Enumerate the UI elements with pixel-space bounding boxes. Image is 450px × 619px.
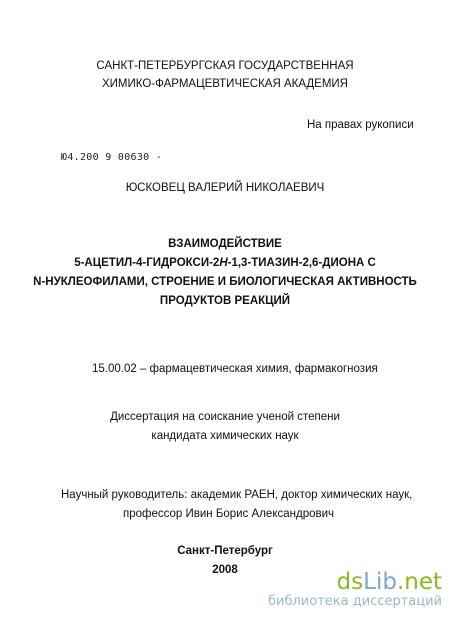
dslib-subtitle: библиотека диссертаций — [268, 594, 442, 609]
logo-net: .net — [396, 569, 442, 595]
registry-stamp: Ю4.200 9 00630 - — [61, 152, 163, 163]
title-line-2-part-a: 5-АЦЕТИЛ-4-ГИДРОКСИ-2 — [74, 257, 220, 269]
logo-lib: Lib — [363, 569, 397, 595]
logo-ds: ds — [336, 569, 364, 595]
title-line-2 — [0, 256, 450, 270]
title-line-2-italic-h: Н — [219, 257, 228, 269]
title-line-3: N-НУКЛЕОФИЛАМИ, СТРОЕНИЕ И БИОЛОГИЧЕСКАЯ АКТИВНОСТЬ — [33, 276, 417, 288]
city: Санкт-Петербург — [177, 545, 273, 557]
dslib-watermark — [268, 570, 442, 609]
dissertation-line-2: кандидата химических наук — [151, 430, 299, 442]
dslib-logo — [268, 570, 442, 594]
title-line-4: ПРОДУКТОВ РЕАКЦИЙ — [159, 295, 291, 307]
institution-line-1: САНКТ-ПЕТЕРБУРГСКАЯ ГОСУДАРСТВЕННАЯ — [96, 60, 354, 72]
year: 2008 — [212, 564, 238, 576]
manuscript-note: На правах рукописи — [307, 119, 414, 131]
supervisor-line-2: профессор Ивин Борис Александрович — [123, 508, 335, 520]
specialty: 15.00.02 – фармацевтическая химия, фармакогнозия — [92, 363, 378, 375]
title-line-2-part-b: -1,3-ТИАЗИН-2,6-ДИОНА С — [227, 257, 376, 269]
supervisor-line-1: Научный руководитель: академик РАЕН, доктор химических наук, — [61, 489, 413, 501]
author-name: ЮСКОВЕЦ ВАЛЕРИЙ НИКОЛАЕВИЧ — [125, 182, 325, 194]
title-line-1: ВЗАИМОДЕЙСТВИЕ — [168, 238, 282, 250]
dissertation-line-1: Диссертация на соискание ученой степени — [110, 411, 340, 423]
institution-line-2: ХИМИКО-ФАРМАЦЕВТИЧЕСКАЯ АКАДЕМИЯ — [102, 78, 348, 90]
